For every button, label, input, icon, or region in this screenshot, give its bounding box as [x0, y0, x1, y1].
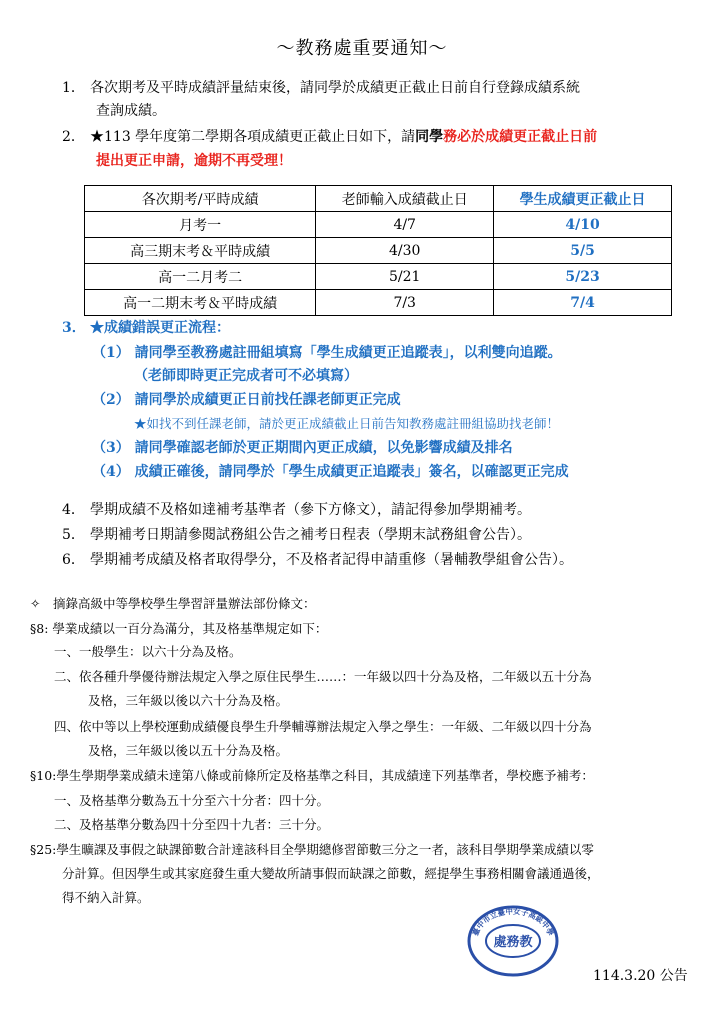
regulation-s8-4-line-2: 及格，三年級以後以五十分為及格。	[88, 743, 289, 758]
table-header-student-deadline: 學生成績更正截止日	[494, 186, 672, 212]
table-header-exam: 各次期考/平時成績	[85, 186, 316, 212]
table-cell-exam: 月考一	[85, 212, 316, 238]
item-2-deadline-warning: 務必於成績更正截止日前	[443, 129, 598, 145]
table-cell-teacher-deadline: 4/30	[316, 238, 494, 264]
regulation-s25-line-3: 得不納入計算。	[62, 890, 150, 905]
item-2-students: 同學	[415, 129, 444, 145]
table-cell-student-deadline: 7/4	[494, 290, 672, 316]
item-3-number: 3．	[62, 320, 86, 336]
item-2-line-1	[90, 127, 597, 147]
process-step-3: （3） 請同學確認老師於更正期間內更正成績，以免影響成績及排名	[92, 440, 513, 456]
table-cell-student-deadline: 5/5	[494, 238, 672, 264]
table-cell-exam: 高一二期末考＆平時成績	[85, 290, 316, 316]
process-step-1: （1） 請同學至教務處註冊組填寫「學生成績更正追蹤表」，以利雙向追蹤。	[92, 345, 562, 361]
seal-ring-text: 臺中市立臺中女子高級中學	[470, 906, 556, 938]
item-1-line-2: 查詢成績。	[96, 103, 166, 119]
page-title: ～教務處重要通知～	[276, 38, 448, 59]
table-row	[85, 264, 672, 290]
regulation-s8-4-line-1: 四、依中等以上學校運動成績優良學生升學輔導辦法規定入學之學生：一年級、二年級以四十分為	[54, 719, 592, 734]
regulation-s25-line-2: 分計算。但因學生或其家庭發生重大變故所請事假而缺課之節數，經提學生事務相關會議通過後，	[62, 866, 600, 881]
regulation-s8: §8: 學業成績以一百分為滿分，其及格基準規定如下：	[30, 621, 328, 636]
item-5-number: 5．	[62, 527, 85, 543]
item-5-text: 學期補考日期請參閱試務組公告之補考日程表（學期末試務組會公告）。	[90, 527, 531, 543]
table-cell-teacher-deadline: 4/7	[316, 212, 494, 238]
item-6-number: 6．	[62, 552, 85, 568]
regulations-intro: ✧ 摘錄高級中等學校學生學習評量辦法部份條文：	[30, 596, 316, 611]
seal-center-text: 處務教	[493, 935, 533, 950]
process-step-1-note: （老師即時更正完成者可不必填寫）	[134, 368, 358, 384]
item-1-number: 1．	[62, 80, 85, 96]
regulation-s10-2: 二、及格基準分數為四十分至四十九者：三十分。	[54, 817, 330, 832]
table-cell-teacher-deadline: 7/3	[316, 290, 494, 316]
regulation-s25-line-1: §25:學生曠課及事假之缺課節數合計達該科目全學期總修習節數三分之一者，該科目學期學業成績以零	[30, 842, 594, 857]
table-row	[85, 290, 672, 316]
table-header-teacher-deadline: 老師輸入成績截止日	[316, 186, 494, 212]
process-step-2: （2） 請同學於成績更正日前找任課老師更正完成	[92, 392, 401, 408]
regulation-s10-1: 一、及格基準分數為五十分至六十分者：四十分。	[54, 793, 330, 808]
regulation-s8-2-line-1: 二、依各種升學優待辦法規定入學之原住民學生……：一年級以四十分為及格，二年級以五十分為	[54, 669, 592, 684]
item-2-text: ★113 學年度第二學期各項成績更正截止日如下，請	[90, 129, 416, 145]
table-row	[85, 238, 672, 264]
process-step-2-note: ★如找不到任課老師，請於更正成績截止日前告知教務處註冊組協助找老師！	[134, 416, 560, 431]
table-row	[85, 212, 672, 238]
table-cell-student-deadline: 5/23	[494, 264, 672, 290]
item-2-line-2: 提出更正申請，逾期不再受理！	[96, 153, 292, 169]
process-step-4: （4） 成績正確後，請同學於「學生成績更正追蹤表」簽名，以確認更正完成	[92, 464, 569, 480]
table-cell-exam: 高一二月考二	[85, 264, 316, 290]
process-heading: ★成績錯誤更正流程：	[90, 320, 230, 336]
regulation-s8-1: 一、一般學生：以六十分為及格。	[54, 644, 242, 659]
regulation-s10: §10:學生學期學業成績未達第八條或前條所定及格基準之科目，其成績達下列基準者，學校應予補考：	[30, 768, 594, 783]
table-header-row	[85, 186, 672, 212]
table-cell-student-deadline: 4/10	[494, 212, 672, 238]
item-4-text: 學期成績不及格如達補考基準者（參下方條文），請記得參加學期補考。	[90, 502, 531, 518]
item-6-text: 學期補考成績及格者取得學分，不及格者記得申請重修（暑輔教學組會公告）。	[90, 552, 573, 568]
announcement-date: 114.3.20 公告	[593, 968, 688, 984]
deadline-table	[84, 185, 672, 316]
item-1-line-1: 各次期考及平時成績評量結束後，請同學於成績更正截止日前自行登錄成績系統	[90, 80, 580, 96]
regulation-s8-2-line-2: 及格，三年級以後以六十分為及格。	[88, 693, 289, 708]
item-4-number: 4．	[62, 502, 85, 518]
table-cell-exam: 高三期末考＆平時成績	[85, 238, 316, 264]
table-cell-teacher-deadline: 5/21	[316, 264, 494, 290]
item-2-number: 2．	[62, 129, 85, 145]
academic-affairs-seal	[467, 905, 559, 977]
